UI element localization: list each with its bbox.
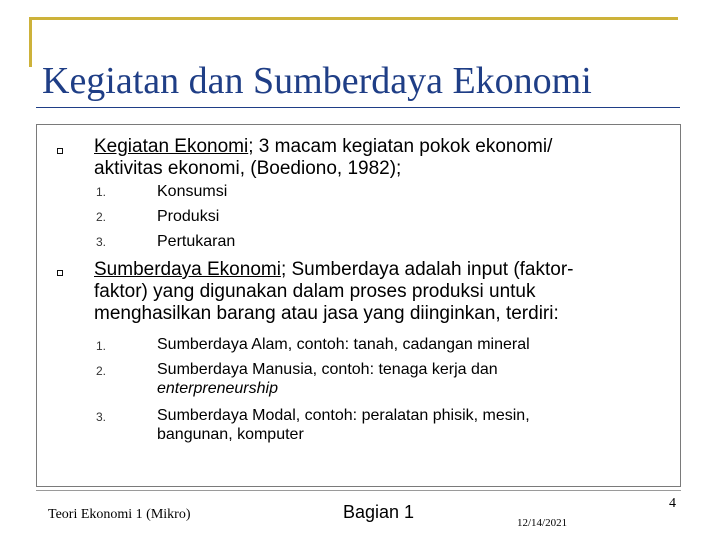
footer-date: 12/14/2021: [517, 517, 568, 529]
list-item: [157, 360, 657, 398]
title-underline: [36, 107, 680, 108]
left-decor-line: [29, 17, 32, 67]
list-item: Pertukaran: [157, 233, 236, 250]
page-number: 4: [669, 496, 676, 511]
list-item-line1: Sumberdaya Modal, contoh: peralatan phisik, mesin,: [157, 407, 530, 424]
slide-title: Kegiatan dan Sumberdaya Ekonomi: [42, 60, 592, 102]
bullet-2-text: [94, 259, 674, 325]
list-number: 1.: [96, 185, 107, 199]
top-decor-line: [30, 17, 678, 20]
bullet-1-line1: ; 3 macam kegiatan pokok ekonomi/: [248, 136, 553, 157]
footer-course: Teori Ekonomi 1 (Mikro): [48, 507, 191, 522]
footer-section: Bagian 1: [343, 502, 415, 522]
list-number: 1.: [96, 339, 107, 353]
list-number: 2.: [96, 364, 107, 378]
list-item-line2: enterpreneurship: [157, 380, 278, 397]
list-number: 3.: [96, 410, 107, 424]
list-number: 3.: [96, 235, 107, 249]
bullet-2-line1: ; Sumberdaya adalah input (faktor-: [280, 259, 574, 280]
bullet-1-line2: aktivitas ekonomi, (Boediono, 1982);: [94, 158, 402, 179]
list-item: [157, 406, 657, 444]
content-box-bottom-rule: [36, 490, 681, 491]
list-item-line1: Sumberdaya Manusia, contoh: tenaga kerja dan: [157, 361, 498, 378]
square-bullet-icon: [57, 270, 63, 276]
bullet-2-line2: faktor) yang digunakan dalam proses produksi untuk: [94, 281, 536, 302]
list-number: 2.: [96, 210, 107, 224]
bullet-2-line3: menghasilkan barang atau jasa yang diinginkan, terdiri:: [94, 303, 559, 324]
bullet-2-head: Sumberdaya Ekonomi: [94, 259, 281, 280]
bullet-1-text: [94, 136, 674, 180]
list-item: Produksi: [157, 208, 220, 225]
square-bullet-icon: [57, 148, 63, 154]
bullet-1-head: Kegiatan Ekonomi: [94, 136, 249, 157]
list-item: Konsumsi: [157, 183, 228, 200]
list-item: Sumberdaya Alam, contoh: tanah, cadangan mineral: [157, 336, 530, 353]
list-item-line2: bangunan, komputer: [157, 426, 304, 443]
